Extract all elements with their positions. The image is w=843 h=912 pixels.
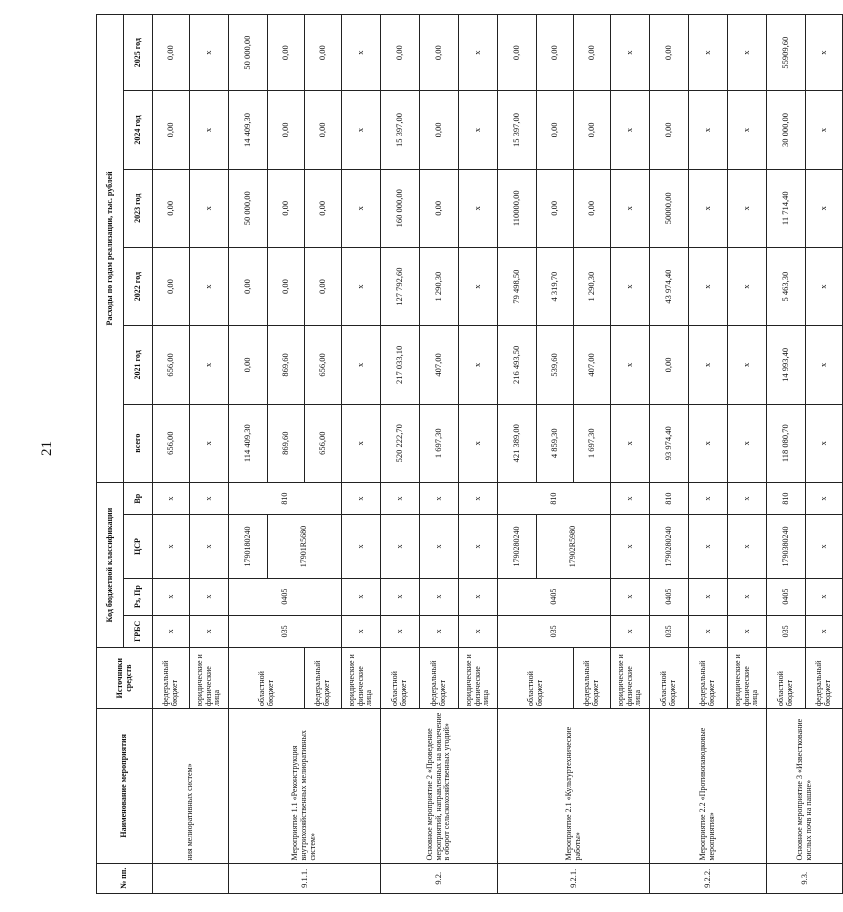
csr-cell: 17902R5980 bbox=[537, 515, 611, 578]
rzpr-cell: х bbox=[420, 578, 459, 615]
rzpr-cell: х bbox=[381, 578, 420, 615]
y2024-cell: х bbox=[342, 91, 381, 169]
y2023-cell: 0,00 bbox=[268, 169, 305, 247]
y2021-cell: х bbox=[611, 326, 650, 404]
total-cell: х bbox=[806, 404, 843, 482]
total-cell: 4 859,30 bbox=[537, 404, 574, 482]
source-cell: областной бюджет bbox=[498, 648, 574, 709]
activity-name: Основное мероприятие 3 «Известкование кислых почв на пашне» bbox=[767, 709, 843, 863]
y2022-cell: 0,00 bbox=[153, 247, 190, 325]
y2025-cell: х bbox=[190, 15, 229, 91]
rzpr-cell: х bbox=[728, 578, 767, 615]
y2023-cell: х bbox=[728, 169, 767, 247]
y2022-cell: 1 290,30 bbox=[574, 247, 611, 325]
vr-cell: х bbox=[728, 482, 767, 515]
y2023-cell: 11 714,40 bbox=[767, 169, 806, 247]
y2023-cell: 0,00 bbox=[153, 169, 190, 247]
vr-cell: х bbox=[611, 482, 650, 515]
y2022-cell: 0,00 bbox=[268, 247, 305, 325]
y2025-cell: 0,00 bbox=[153, 15, 190, 91]
y2022-cell: х bbox=[190, 247, 229, 325]
y2022-cell: х bbox=[342, 247, 381, 325]
y2023-cell: х bbox=[459, 169, 498, 247]
total-cell: 93 974,40 bbox=[650, 404, 689, 482]
y2024-cell: 0,00 bbox=[650, 91, 689, 169]
header-2021: 2021 год bbox=[124, 326, 153, 404]
y2024-cell: 15 397,00 bbox=[381, 91, 420, 169]
csr-cell: 17901R5680 bbox=[268, 515, 342, 578]
source-cell: федеральный бюджет bbox=[153, 648, 190, 709]
y2023-cell: 0,00 bbox=[574, 169, 611, 247]
vr-cell: 810 bbox=[229, 482, 342, 515]
rotated-table-wrapper bbox=[96, 14, 832, 894]
total-cell: 421 389,00 bbox=[498, 404, 537, 482]
rzpr-cell: 0405 bbox=[498, 578, 611, 615]
y2021-cell: 0,00 bbox=[229, 326, 268, 404]
y2022-cell: 0,00 bbox=[229, 247, 268, 325]
budget-table bbox=[96, 14, 843, 894]
header-no: № пп. bbox=[97, 863, 153, 893]
grbs-cell: х bbox=[728, 615, 767, 648]
csr-cell: 1790280240 bbox=[498, 515, 537, 578]
grbs-cell: 035 bbox=[767, 615, 806, 648]
y2023-cell: 0,00 bbox=[420, 169, 459, 247]
vr-cell: 810 bbox=[498, 482, 611, 515]
y2021-cell: х bbox=[728, 326, 767, 404]
source-cell: областной бюджет bbox=[650, 648, 689, 709]
header-rzpr: Рз, Пр bbox=[124, 578, 153, 615]
grbs-cell: х bbox=[689, 615, 728, 648]
y2024-cell: 0,00 bbox=[537, 91, 574, 169]
source-cell: юридические и физические лица bbox=[342, 648, 381, 709]
row-number bbox=[153, 863, 229, 893]
y2021-cell: х bbox=[342, 326, 381, 404]
y2024-cell: 0,00 bbox=[420, 91, 459, 169]
y2024-cell: х bbox=[190, 91, 229, 169]
y2025-cell: 50 000,00 bbox=[229, 15, 268, 91]
table-row bbox=[767, 15, 806, 894]
total-cell: х bbox=[611, 404, 650, 482]
activity-name: Мероприятие 2.2 «Противопаводковые мероприятия» bbox=[650, 709, 767, 863]
csr-cell: х bbox=[190, 515, 229, 578]
y2023-cell: х bbox=[689, 169, 728, 247]
y2021-cell: 656,00 bbox=[153, 326, 190, 404]
grbs-cell: х bbox=[806, 615, 843, 648]
header-2022: 2022 год bbox=[124, 247, 153, 325]
y2021-cell: х bbox=[806, 326, 843, 404]
csr-cell: х bbox=[611, 515, 650, 578]
table-row bbox=[229, 15, 268, 894]
y2025-cell: 0,00 bbox=[420, 15, 459, 91]
vr-cell: х bbox=[420, 482, 459, 515]
y2025-cell: х bbox=[342, 15, 381, 91]
grbs-cell: 035 bbox=[498, 615, 611, 648]
rzpr-cell: х bbox=[342, 578, 381, 615]
header-source: Источники средств bbox=[97, 648, 153, 709]
row-number: 9.1.1. bbox=[229, 863, 381, 893]
y2023-cell: 160 000,00 bbox=[381, 169, 420, 247]
source-cell: областной бюджет bbox=[381, 648, 420, 709]
csr-cell: х bbox=[342, 515, 381, 578]
y2024-cell: х bbox=[611, 91, 650, 169]
csr-cell: 1790280240 bbox=[650, 515, 689, 578]
csr-cell: х bbox=[806, 515, 843, 578]
y2025-cell: 0,00 bbox=[574, 15, 611, 91]
total-cell: 656,00 bbox=[153, 404, 190, 482]
grbs-cell: х bbox=[381, 615, 420, 648]
y2021-cell: 14 993,40 bbox=[767, 326, 806, 404]
rzpr-cell: х bbox=[611, 578, 650, 615]
y2022-cell: х bbox=[611, 247, 650, 325]
y2022-cell: 43 974,40 bbox=[650, 247, 689, 325]
header-name: Наименование мероприятия bbox=[97, 709, 153, 863]
total-cell: 118 080,70 bbox=[767, 404, 806, 482]
rzpr-cell: х bbox=[689, 578, 728, 615]
grbs-cell: х bbox=[420, 615, 459, 648]
y2025-cell: х bbox=[611, 15, 650, 91]
y2021-cell: х bbox=[689, 326, 728, 404]
y2024-cell: х bbox=[689, 91, 728, 169]
source-cell: областной бюджет bbox=[229, 648, 305, 709]
total-cell: 114 409,30 bbox=[229, 404, 268, 482]
csr-cell: х bbox=[420, 515, 459, 578]
csr-cell: 1790180240 bbox=[229, 515, 268, 578]
source-cell: федеральный бюджет bbox=[305, 648, 342, 709]
grbs-cell: х bbox=[190, 615, 229, 648]
vr-cell: х bbox=[381, 482, 420, 515]
header-code-group: Код бюджетной классификации bbox=[97, 482, 124, 647]
rzpr-cell: х bbox=[190, 578, 229, 615]
total-cell: х bbox=[190, 404, 229, 482]
source-cell: федеральный бюджет bbox=[574, 648, 611, 709]
y2023-cell: х bbox=[806, 169, 843, 247]
vr-cell: х bbox=[459, 482, 498, 515]
csr-cell: х bbox=[689, 515, 728, 578]
csr-cell: 1790380240 bbox=[767, 515, 806, 578]
source-cell: федеральный бюджет bbox=[689, 648, 728, 709]
source-cell: федеральный бюджет bbox=[420, 648, 459, 709]
y2022-cell: 127 792,60 bbox=[381, 247, 420, 325]
y2025-cell: 55909,60 bbox=[767, 15, 806, 91]
header-vr: Вр bbox=[124, 482, 153, 515]
y2022-cell: х bbox=[689, 247, 728, 325]
rzpr-cell: 0405 bbox=[650, 578, 689, 615]
y2023-cell: х bbox=[611, 169, 650, 247]
vr-cell: х bbox=[153, 482, 190, 515]
header-csr: ЦСР bbox=[124, 515, 153, 578]
y2021-cell: 869,60 bbox=[268, 326, 305, 404]
activity-name: Мероприятие 1.1 «Реконструкция внутрихозяйственных мелиоративных систем» bbox=[229, 709, 381, 863]
y2024-cell: 0,00 bbox=[305, 91, 342, 169]
header-2024: 2024 год bbox=[124, 91, 153, 169]
table-row bbox=[381, 15, 420, 894]
y2024-cell: х bbox=[728, 91, 767, 169]
y2022-cell: 4 319,70 bbox=[537, 247, 574, 325]
table-row bbox=[153, 15, 190, 894]
y2022-cell: 5 463,30 bbox=[767, 247, 806, 325]
page-number: 21 bbox=[39, 441, 55, 456]
y2025-cell: 0,00 bbox=[650, 15, 689, 91]
grbs-cell: х bbox=[459, 615, 498, 648]
total-cell: х bbox=[459, 404, 498, 482]
y2025-cell: х bbox=[689, 15, 728, 91]
activity-name: ния мелиоративных систем» bbox=[153, 709, 229, 863]
rzpr-cell: х bbox=[806, 578, 843, 615]
y2021-cell: 217 033,10 bbox=[381, 326, 420, 404]
total-cell: х bbox=[728, 404, 767, 482]
y2024-cell: 0,00 bbox=[153, 91, 190, 169]
source-cell: юридические и физические лица bbox=[459, 648, 498, 709]
total-cell: 656,00 bbox=[305, 404, 342, 482]
vr-cell: х bbox=[689, 482, 728, 515]
total-cell: х bbox=[342, 404, 381, 482]
grbs-cell: х bbox=[611, 615, 650, 648]
row-number: 9.2.2. bbox=[650, 863, 767, 893]
vr-cell: х bbox=[342, 482, 381, 515]
source-cell: федеральный бюджет bbox=[806, 648, 843, 709]
source-cell: юридические и физические лица bbox=[728, 648, 767, 709]
grbs-cell: х bbox=[342, 615, 381, 648]
y2022-cell: х bbox=[728, 247, 767, 325]
row-number: 9.2. bbox=[381, 863, 498, 893]
y2021-cell: 539,60 bbox=[537, 326, 574, 404]
total-cell: х bbox=[689, 404, 728, 482]
y2025-cell: 0,00 bbox=[381, 15, 420, 91]
y2021-cell: 656,00 bbox=[305, 326, 342, 404]
vr-cell: 810 bbox=[650, 482, 689, 515]
y2022-cell: х bbox=[459, 247, 498, 325]
y2023-cell: 0,00 bbox=[305, 169, 342, 247]
total-cell: 520 222,70 bbox=[381, 404, 420, 482]
csr-cell: х bbox=[381, 515, 420, 578]
y2025-cell: 0,00 bbox=[537, 15, 574, 91]
y2025-cell: 0,00 bbox=[498, 15, 537, 91]
y2025-cell: 0,00 bbox=[268, 15, 305, 91]
csr-cell: х bbox=[459, 515, 498, 578]
y2023-cell: 50000,00 bbox=[650, 169, 689, 247]
header-grbs: ГРБС bbox=[124, 615, 153, 648]
csr-cell: х bbox=[153, 515, 190, 578]
vr-cell: х bbox=[806, 482, 843, 515]
y2022-cell: х bbox=[806, 247, 843, 325]
y2022-cell: 1 290,30 bbox=[420, 247, 459, 325]
rzpr-cell: 0405 bbox=[767, 578, 806, 615]
header-row-1 bbox=[97, 15, 124, 894]
source-cell: областной бюджет bbox=[767, 648, 806, 709]
y2021-cell: х bbox=[459, 326, 498, 404]
y2021-cell: 216 493,50 bbox=[498, 326, 537, 404]
y2021-cell: 0,00 bbox=[650, 326, 689, 404]
y2023-cell: 110000,00 bbox=[498, 169, 537, 247]
source-cell: юридические и физические лица bbox=[190, 648, 229, 709]
y2021-cell: 407,00 bbox=[574, 326, 611, 404]
total-cell: 1 697,30 bbox=[420, 404, 459, 482]
table-row bbox=[650, 15, 689, 894]
header-2025: 2025 год bbox=[124, 15, 153, 91]
y2024-cell: 30 000,00 bbox=[767, 91, 806, 169]
y2024-cell: 0,00 bbox=[268, 91, 305, 169]
y2025-cell: х bbox=[806, 15, 843, 91]
y2023-cell: х bbox=[342, 169, 381, 247]
y2024-cell: х bbox=[806, 91, 843, 169]
header-spend-group: Расходы по годам реализации, тыс. рублей bbox=[97, 15, 124, 483]
y2023-cell: 0,00 bbox=[537, 169, 574, 247]
grbs-cell: 035 bbox=[650, 615, 689, 648]
grbs-cell: 035 bbox=[229, 615, 342, 648]
y2025-cell: х bbox=[728, 15, 767, 91]
vr-cell: 810 bbox=[767, 482, 806, 515]
header-total: всего bbox=[124, 404, 153, 482]
y2025-cell: х bbox=[459, 15, 498, 91]
table-row bbox=[498, 15, 537, 894]
y2023-cell: 50 000,00 bbox=[229, 169, 268, 247]
row-number: 9.2.1. bbox=[498, 863, 650, 893]
y2022-cell: 0,00 bbox=[305, 247, 342, 325]
rzpr-cell: 0405 bbox=[229, 578, 342, 615]
y2024-cell: 0,00 bbox=[574, 91, 611, 169]
grbs-cell: х bbox=[153, 615, 190, 648]
total-cell: 869,60 bbox=[268, 404, 305, 482]
total-cell: 1 697,30 bbox=[574, 404, 611, 482]
y2023-cell: х bbox=[190, 169, 229, 247]
y2024-cell: 14 409,30 bbox=[229, 91, 268, 169]
source-cell: юридические и физические лица bbox=[611, 648, 650, 709]
csr-cell: х bbox=[728, 515, 767, 578]
header-2023: 2023 год bbox=[124, 169, 153, 247]
activity-name: Мероприятие 2.1 «Культуртехнические работы» bbox=[498, 709, 650, 863]
rzpr-cell: х bbox=[153, 578, 190, 615]
y2025-cell: 0,00 bbox=[305, 15, 342, 91]
y2024-cell: х bbox=[459, 91, 498, 169]
y2021-cell: х bbox=[190, 326, 229, 404]
activity-name: Основное мероприятие 2 «Проведение мероприятий, направленных на вовлечение в оборот сельскохозяйственных угодий» bbox=[381, 709, 498, 863]
rzpr-cell: х bbox=[459, 578, 498, 615]
y2024-cell: 15 397,00 bbox=[498, 91, 537, 169]
row-number: 9.3. bbox=[767, 863, 843, 893]
y2021-cell: 407,00 bbox=[420, 326, 459, 404]
vr-cell: х bbox=[190, 482, 229, 515]
y2022-cell: 79 498,50 bbox=[498, 247, 537, 325]
